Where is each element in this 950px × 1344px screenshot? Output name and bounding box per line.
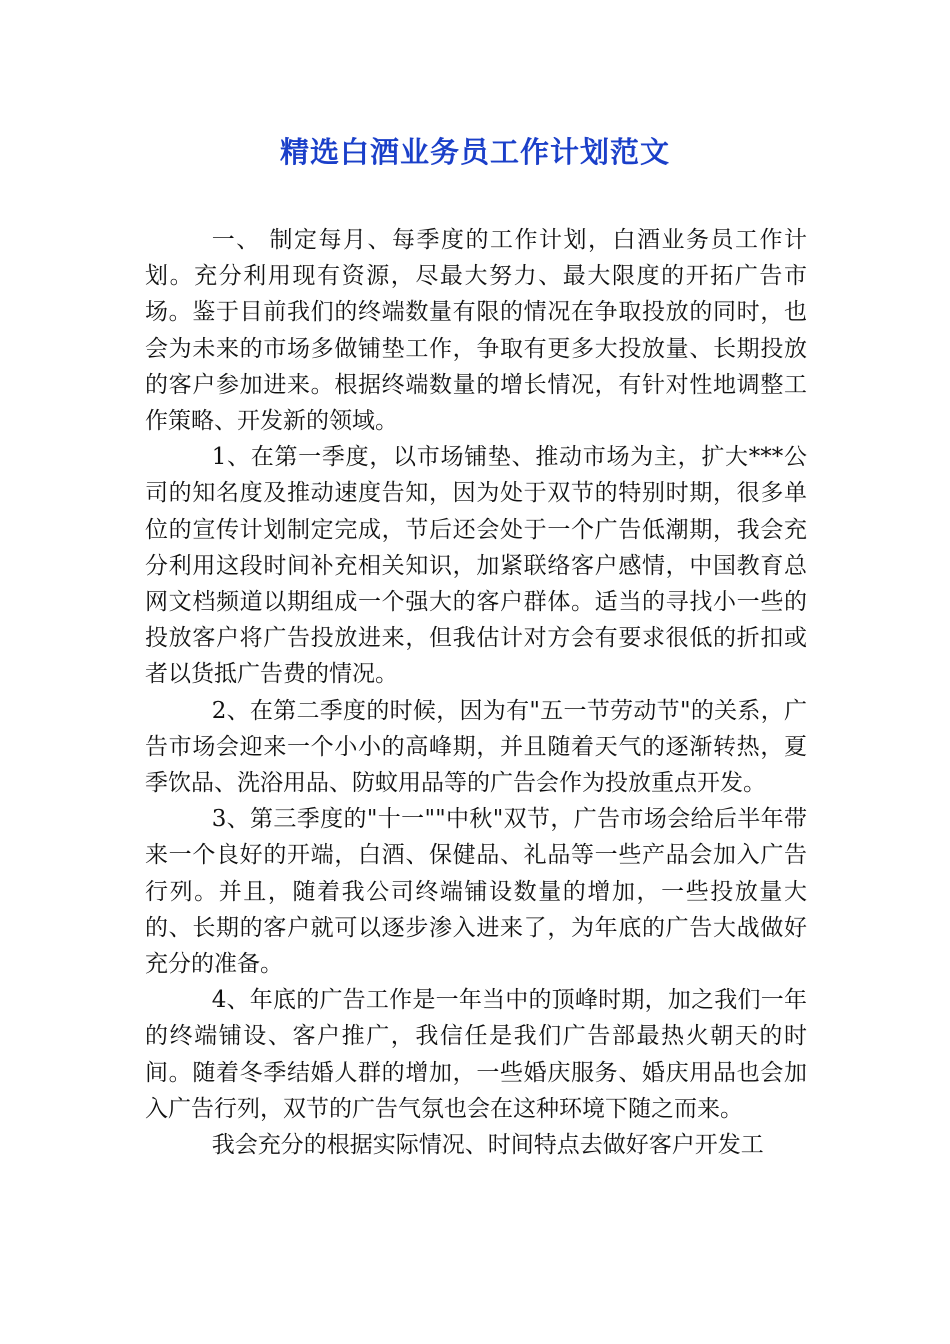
paragraph-closing: 我会充分的根据实际情况、时间特点去做好客户开发工 <box>211 1132 764 1159</box>
paragraph-q1: 1、在第一季度，以市场铺垫、推动市场为主，扩大***公司的知名度及推动速度告知，因为处于双节的特别时期，很多单位的宣传计划制定完成，节后还会处于一个广告低潮期，我会充分利用这段时间补充相关知识，加紧联络客户感情，中国教育总网文档频道以期组成一个强大的客户群体。适当的寻找小一些的投放客户将广告投放进来，但我估计对方会有要求很低的折扣或者以货抵广告费的情况。 <box>145 444 807 688</box>
document-title: 精选白酒业务员工作计划范文 <box>279 135 670 169</box>
paragraph-intro: 一、 制定每月、每季度的工作计划，白酒业务员工作计划。充分利用现有资源，尽最大努力、最大限度的开拓广告市场。鉴于目前我们的终端数量有限的情况在争取投放的同时，也会为未来的市场多做铺垫工作，争取有更多大投放量、长期投放的客户参加进来。根据终端数量的增长情况，有针对性地调整工作策略、开发新的领域。 <box>145 227 807 435</box>
paragraph-q4: 4、年底的广告工作是一年当中的顶峰时期，加之我们一年的终端铺设、客户推广，我信任是我们广告部最热火朝天的时间。随着冬季结婚人群的增加，一些婚庆服务、婚庆用品也会加入广告行列，双节的广告气氛也会在这种环境下随之而来。 <box>145 987 807 1122</box>
document-body <box>145 222 807 1163</box>
paragraph-q2: 2、在第二季度的时候，因为有"五一节劳动节"的关系，广告市场会迎来一个小小的高峰期，并且随着天气的逐渐转热，夏季饮品、洗浴用品、防蚊用品等的广告会作为投放重点开发。 <box>145 697 807 797</box>
paragraph-q3: 3、第三季度的"十一""中秋"双节，广告市场会给后半年带来一个良好的开端，白酒、保健品、礼品等一些产品会加入广告行列。并且，随着我公司终端铺设数量的增加，一些投放量大的、长期的客户就可以逐步渗入进来了，为年底的广告大战做好充分的准备。 <box>145 806 807 978</box>
